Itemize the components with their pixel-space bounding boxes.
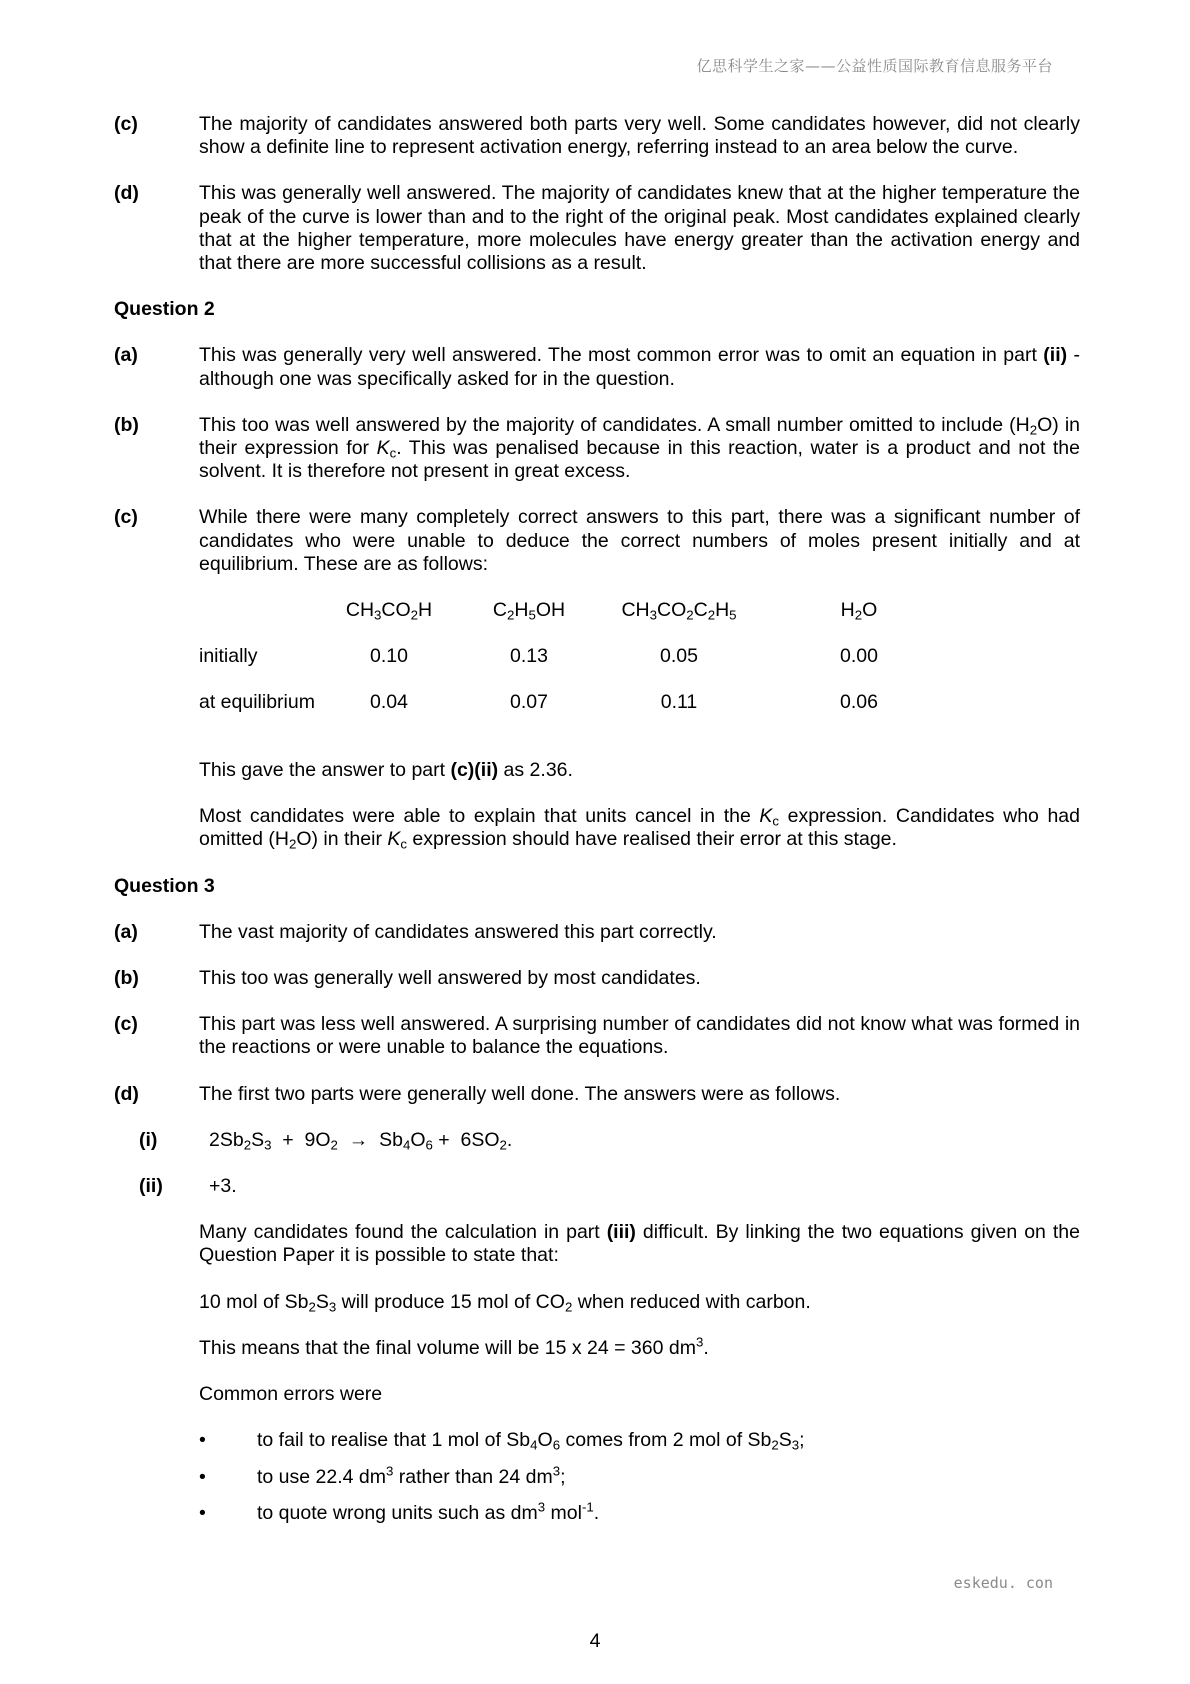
question-2-heading: Question 2 xyxy=(114,298,215,321)
list-item xyxy=(199,1499,1080,1525)
table-cell: 0.11 xyxy=(660,691,698,714)
part-text: This part was less well answered. A surprising number of candidates did not know what was formed in the reactions or were unable to balance the equations. xyxy=(199,1013,1080,1059)
q2-units-text: Most candidates were able to explain that units cancel in the $K_c$ expression. Candidates who had omitted $(H_2O)$ in their $K_c$ expression should have realised their error at this stage. xyxy=(199,805,1080,853)
q3-part-d xyxy=(114,1083,1080,1106)
q3-part-b xyxy=(114,967,1080,990)
header-water: $H_2O$ xyxy=(840,599,878,623)
part-text: While there were many completely correct answers to this part, there was a significant number of candidates who were unable to deduce the correct numbers of moles present initially and at equilibrium. These are as follows: xyxy=(199,506,1080,575)
header-acetic-acid: $CH_3CO_2H$ xyxy=(345,599,433,623)
subpart-label: (ii) xyxy=(139,1175,163,1198)
table-cell: 0.07 xyxy=(510,691,548,714)
table-header-row xyxy=(199,599,1080,645)
subpart-label: (i) xyxy=(139,1128,158,1151)
table-cell: 0.00 xyxy=(840,645,878,668)
table-cell: 0.04 xyxy=(370,691,408,714)
part-text: This too was well answered by the majority of candidates. A small number omitted to include $(H_2O)$ in their expression for $K_c$. This was penalised because in this reaction, water is a product and not the solvent. It is therefore not present in great excess. xyxy=(199,413,1080,483)
bullet-icon: • xyxy=(199,1501,206,1524)
table-cell: 0.05 xyxy=(660,645,698,668)
header-ethanol: $C_2H_5OH$ xyxy=(492,599,566,623)
q3-subpart-i xyxy=(114,1129,1080,1152)
list-item-text: to quote wrong units such as $dm^3$ mol$^{-1}$. xyxy=(257,1499,600,1524)
bullet-icon: • xyxy=(199,1429,206,1452)
part-text: The majority of candidates answered both parts very well. Some candidates however, did not clearly show a definite line to represent activation energy, referring instead to an area below the curve. xyxy=(199,113,1080,159)
part-label: (c) xyxy=(114,113,138,135)
table-row xyxy=(199,691,1080,737)
table-row xyxy=(199,645,1080,691)
q3-part-a xyxy=(114,921,1080,944)
q3-errors-intro: Common errors were xyxy=(199,1383,383,1406)
header-ethyl-ethanoate: $CH_3CO_2C_2H_5$ xyxy=(621,599,737,623)
bullet-icon: • xyxy=(199,1465,206,1488)
part-text: The vast majority of candidates answered this part correctly. xyxy=(199,920,717,943)
moles-table xyxy=(199,599,1080,737)
q3-calc-text: Many candidates found the calculation in part (iii) difficult. By linking the two equations given on the Question Paper it is possible to state that: xyxy=(199,1221,1080,1267)
q3-volume-text: This means that the final volume will be 15 x 24 = 360 $dm^3$. xyxy=(199,1334,709,1359)
q2-part-a xyxy=(114,344,1080,390)
q3-mol-text: 10 mol of $Sb_2S_3$ will produce 15 mol of $CO_2$ when reduced with carbon. xyxy=(199,1290,811,1315)
part-label: (a) xyxy=(114,344,138,367)
part-text: This too was generally well answered by most candidates. xyxy=(199,967,701,990)
list-item xyxy=(199,1429,1080,1452)
part-label: (d) xyxy=(114,1082,139,1105)
table-cell: 0.13 xyxy=(510,645,548,668)
subpart-text: +3. xyxy=(209,1175,237,1198)
list-item xyxy=(199,1463,1080,1489)
page-number: 4 xyxy=(589,1630,601,1652)
common-errors-list xyxy=(199,1429,1080,1525)
part-label: (d) xyxy=(114,182,139,205)
part-text: The first two parts were generally well done. The answers were as follows. xyxy=(199,1082,841,1105)
part-text: This was generally well answered. The majority of candidates knew that at the higher temperature the peak of the curve is lower than and to the right of the original peak. Most candidates explained clearly that at the higher temperature, more molecules have energy greater than the activation energy and that there are more successful collisions as a result. xyxy=(199,182,1080,275)
row-label: initially xyxy=(199,645,258,668)
part-label: (a) xyxy=(114,920,138,943)
chemical-equation: $2Sb_2S_3 + 9O_2 \to Sb_4O_6 + 6SO_2$. xyxy=(209,1128,513,1153)
part-label: (c) xyxy=(114,1013,138,1036)
part-label: (b) xyxy=(114,967,139,990)
part-label: (b) xyxy=(114,413,139,436)
question-3-heading: Question 3 xyxy=(114,874,215,897)
table-cell: 0.10 xyxy=(370,645,408,668)
part-text: This was generally very well answered. The most common error was to omit an equation in part (ii) - although one was specifically asked for in the question. xyxy=(199,344,1080,390)
q1-part-d xyxy=(114,182,1080,275)
q2-part-b xyxy=(114,414,1080,484)
watermark-header: 亿思科学生之家——公益性质国际教育信息服务平台 xyxy=(696,57,1053,75)
part-label: (c) xyxy=(114,506,138,529)
page-content xyxy=(114,113,1080,1538)
q3-part-c xyxy=(114,1013,1080,1059)
row-label: at equilibrium xyxy=(199,691,315,714)
watermark-footer: eskedu. con xyxy=(953,1574,1053,1592)
q2-answer-text: This gave the answer to part (c)(ii) as 2.36. xyxy=(199,759,573,782)
q1-part-c xyxy=(114,113,1080,159)
list-item-text: to fail to realise that 1 mol of $Sb_4O_6$ comes from 2 mol of $Sb_2S_3$; xyxy=(257,1429,805,1453)
table-cell: 0.06 xyxy=(840,691,878,714)
list-item-text: to use 22.4 $dm^3$ rather than 24 $dm^3$; xyxy=(257,1463,566,1488)
q2-part-c xyxy=(114,506,1080,576)
q3-subpart-ii xyxy=(114,1175,1080,1198)
